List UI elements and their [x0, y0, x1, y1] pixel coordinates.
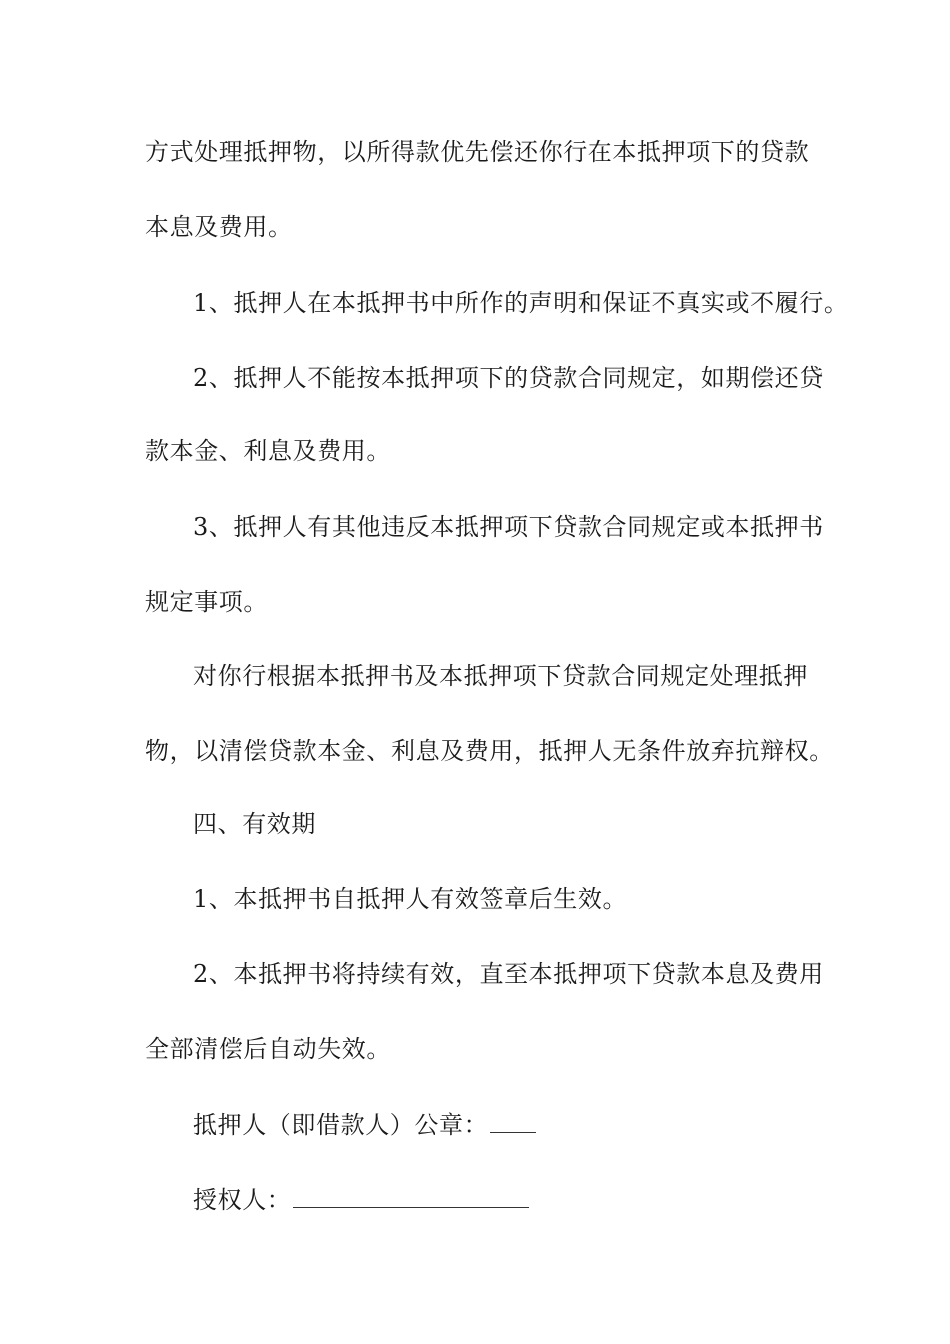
authorized-blank-field[interactable] [293, 1183, 529, 1208]
paragraph-line: 规定事项。 [145, 588, 268, 616]
paragraph-line: 全部清偿后自动失效。 [145, 1035, 391, 1063]
validity-clause-1: 1、本抵押书自抵押人有效签章后生效。 [193, 885, 628, 913]
authorized-label: 授权人： [193, 1186, 292, 1214]
paragraph-line: 本息及费用。 [145, 213, 293, 241]
paragraph-line: 方式处理抵押物，以所得款优先偿还你行在本抵押项下的贷款 [145, 138, 810, 166]
paragraph-line: 物，以清偿贷款本金、利息及费用，抵押人无条件放弃抗辩权。 [145, 737, 834, 765]
paragraph-line: 款本金、利息及费用。 [145, 437, 391, 465]
validity-clause-2: 2、本抵押书将持续有效，直至本抵押项下贷款本息及费用 [193, 960, 824, 988]
seal-blank-field[interactable] [490, 1108, 536, 1133]
seal-label: 抵押人（即借款人）公章： [193, 1111, 489, 1139]
paragraph-line: 对你行根据本抵押书及本抵押项下贷款合同规定处理抵押 [193, 662, 808, 690]
authorized-signature-line [193, 1183, 873, 1216]
clause-3-line: 3、抵押人有其他违反本抵押项下贷款合同规定或本抵押书 [193, 513, 824, 541]
clause-1-line: 1、抵押人在本抵押书中所作的声明和保证不真实或不履行。 [193, 289, 849, 317]
section-heading: 四、有效期 [193, 810, 316, 838]
clause-2-line: 2、抵押人不能按本抵押项下的贷款合同规定，如期偿还贷 [193, 364, 824, 392]
seal-signature-line [193, 1108, 873, 1141]
